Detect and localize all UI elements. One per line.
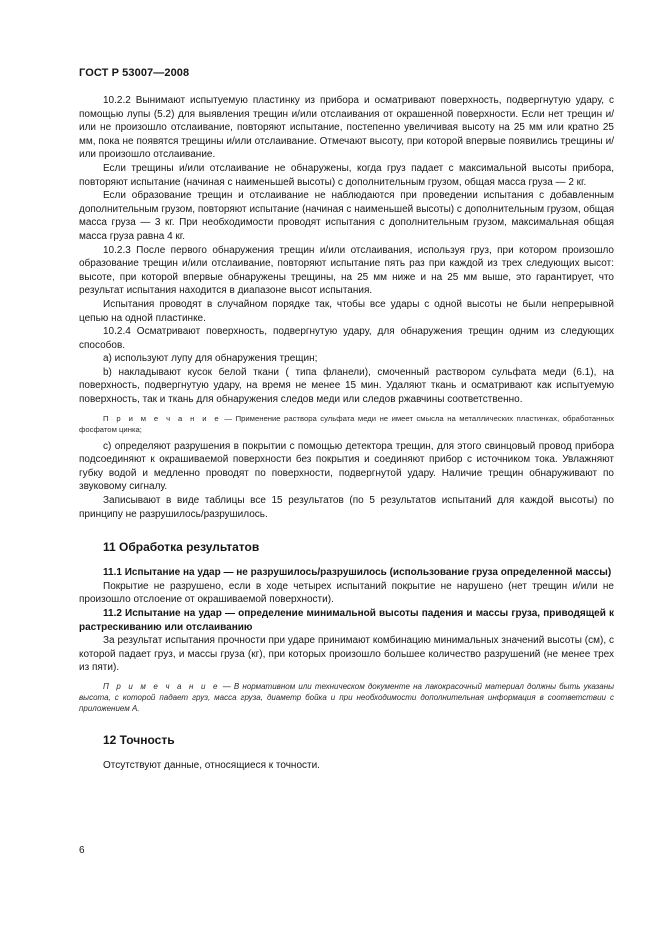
paragraph-additional-load: Если образование трещин и отслаивание не наблюдаются при проведении испытания с добавленным дополнительным грузом, повторяют испытание (начиная с наименьшей высоты) с дополнительным грузом, общая масса груза — 3 кг. При необходимости проводят испытания с дополнительным грузом, максимальная общая масса груза равна 4 кг. bbox=[79, 190, 614, 242]
paragraph-10-2-4: 10.2.4 Осматривают поверхность, подвергнутую удару, для обнаружения трещин одним из следующих способов. bbox=[79, 326, 614, 351]
document-body bbox=[79, 94, 614, 773]
paragraph-record-results: Записывают в виде таблицы все 15 результатов (по 5 результатов испытаний для каждой высоты) по принципу не разрушилось/разрушилось. bbox=[79, 495, 614, 520]
subsection-11-1-heading: 11.1 Испытание на удар — не разрушилось/разрушилось (использование груза определенной массы) bbox=[103, 567, 612, 579]
paragraph-10-2-3: 10.2.3 После первого обнаружения трещин и/или отслаивания, используя груз, при котором произошло образование трещин и/или отслаивание, повторяют испытание пять раз при каждой из трех следующих высот: высоте, при которой впервые обнаружены трещины, на 25 мм ниже и на 25 мм выше, это гарантирует, что результат испытания находится в диапазоне высот испытания. bbox=[79, 244, 614, 297]
section-12-text: Отсутствуют данные, относящиеся к точности. bbox=[103, 759, 320, 771]
subsection-11-2-text: За результат испытания прочности при ударе принимают комбинацию минимальных значений высоты (см), с которой падает груз, и массы груза (кг), при которых произошло большее количество разрушений (не менее трех из пяти). bbox=[79, 635, 614, 674]
paragraph-max-height: Если трещины и/или отслаивание не обнаружены, когда груз падает с максимальной высоты прибора, повторяют испытание (начиная с наименьшей высоты) с дополнительным грузом, общая масса груза — 2 кг. bbox=[79, 162, 614, 188]
subsection-11-1-text: Покрытие не разрушено, если в ходе четырех испытаний покрытие не нарушено (нет трещин и/или не произошло отслоение от окрашиваемой поверхности). bbox=[79, 580, 614, 606]
section-12-heading: 12 Точность bbox=[103, 732, 175, 747]
note-copper-sulfate bbox=[79, 413, 614, 435]
note-text: — Применение раствора сульфата меди не имеет смысла на металлических пластинках, обработанных фосфатом цинка; bbox=[79, 413, 614, 434]
paragraph-10-2-2: 10.2.2 Вынимают испытуемую пластинку из прибора и осматривают поверхность, подвергнутую удару, с помощью лупы (5.2) для выявления трещин и/или отслаивания от окрашенной поверхности. Если нет трещин и/или не произошло отслаивание, повторяют испытание, постепенно увеличивая высоту на 25 мм или кратно 25 мм, пока не появятся трещины и/или отслаивание. Отмечают высоту, при которой впервые появились трещины и/или произошло отслаивание. bbox=[79, 95, 614, 161]
note-normative-document bbox=[79, 681, 614, 714]
note-text: — В нормативном или техническом документе на лакокрасочный материал должны быть указаны высота, с которой падает груз, масса груза, диаметр бойка и при необходимости дополнительная информация в соответствии с приложением А. bbox=[79, 681, 614, 713]
page-number: 6 bbox=[79, 845, 85, 856]
section-11-heading: 11 Обработка результатов bbox=[103, 540, 260, 555]
paragraph-random-order: Испытания проводят в случайном порядке так, чтобы все удары с одной высоты не были непрерывной цепью на одной пластинке. bbox=[79, 298, 614, 324]
subsection-11-2-heading: 11.2 Испытание на удар — определение минимальной высоты падения и массы груза, приводящей к растрескиванию или отслаиванию bbox=[79, 608, 614, 633]
note-label: П р и м е ч а н и е bbox=[103, 413, 221, 423]
list-item-a: а) используют лупу для обнаружения трещин; bbox=[103, 353, 318, 365]
note-label: П р и м е ч а н и е bbox=[103, 681, 220, 691]
document-header: ГОСТ Р 53007—2008 bbox=[79, 67, 190, 79]
list-item-c: с) определяют разрушения в покрытии с помощью детектора трещин, для этого свинцовый провод прибора подсоединяют к окрашиваемой поверхности без покрытия и соединяют прибор с источником тока. Увлажняют губку водой и медленно проводят по поверхности, подвергнутой удару. Наличие трещин обнаруживают по звуковому сигналу. bbox=[79, 440, 614, 493]
list-item-b: b) накладывают кусок белой ткани ( типа фланели), смоченный раствором сульфата меди (6.1), на поверхность, подвергнутую удару, на время не менее 15 мин. Удаляют ткань и осматривают как испытуемую поверхность, так и ткань для обнаружения следов меди или следов ржавчины соответственно. bbox=[79, 366, 614, 406]
